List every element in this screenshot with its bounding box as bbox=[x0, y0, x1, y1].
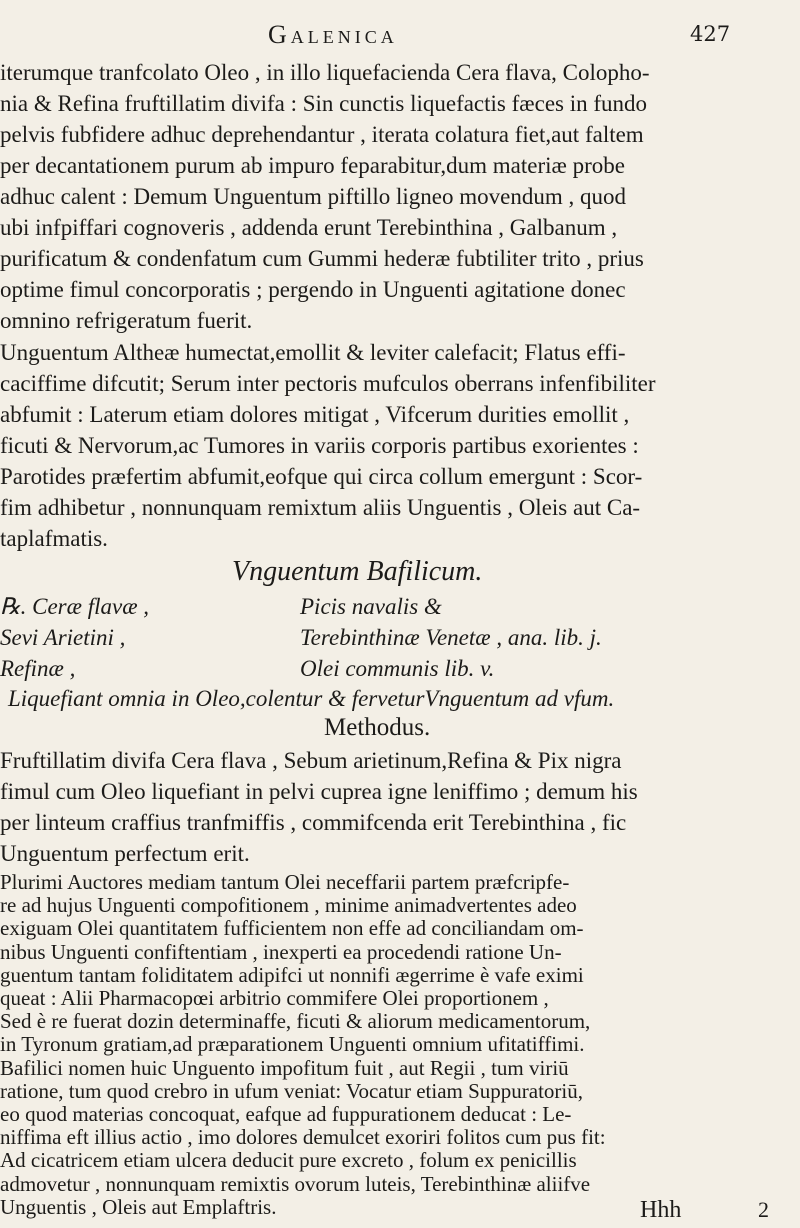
text-line: Unguentum Altheæ humectat,emollit & leviter calefacit; Flatus effi- bbox=[0, 340, 626, 365]
text-line: niffima eft illius actio , imo dolores demulcet exoriri folitos cum pus fit: bbox=[0, 1125, 606, 1150]
text-line: nia & Refina fruftillatim divifa : Sin cunctis liquefactis fæces in fundo bbox=[0, 91, 648, 116]
text-line: per linteum craffius tranfmiffis , commifcenda erit Terebinthina , fic bbox=[0, 810, 627, 835]
text-line: per decantationem purum ab impuro feparabitur,dum materiæ probe bbox=[0, 153, 625, 178]
text-line: taplafmatis. bbox=[0, 526, 108, 551]
text-line: Unguentis , Oleis aut Emplaftris. bbox=[0, 1194, 277, 1219]
running-header bbox=[0, 14, 800, 54]
text-line: Bafilici nomen huic Unguento impofitum fuit , aut Regii , tum viriū bbox=[0, 1055, 569, 1080]
text-line: ratione, tum quod crebro in ufum veniat: Vocatur etiam Suppuratoriū, bbox=[0, 1078, 584, 1103]
text-line: fimul cum Oleo liquefiant in pelvi cuprea igne leniffimo ; demum his bbox=[0, 779, 638, 804]
recipe-ingredient-right: Olei communis lib. v. bbox=[300, 656, 495, 681]
text-line: exiguam Olei quantitatem fufficientem non effe ad conciliandam om- bbox=[0, 916, 584, 941]
text-line: Sed è re fuerat dozin determinaffe, ficuti & aliorum medicamentorum, bbox=[0, 1009, 591, 1034]
signature-mark: Hhh bbox=[640, 1196, 682, 1223]
text-line: eo quod materias concoquat, eafque ad fuppurationem deducat : Le- bbox=[0, 1102, 572, 1126]
text-line: guentum tantam foliditatem adipifci ut nonnifi ægerrime è vafe eximi bbox=[0, 962, 584, 987]
recipe-instruction: Liquefiant omnia in Oleo,colentur & ferveturVnguentum ad vfum. bbox=[8, 686, 615, 711]
text-line: optime fimul concorporatis ; pergendo in Unguenti agitatione donec bbox=[0, 277, 626, 302]
page-number: 427 bbox=[690, 22, 731, 46]
text-line: queat : Alii Pharmacopœi arbitrio commifere Olei proportionem , bbox=[0, 986, 549, 1010]
text-line: nibus Unguenti confiftentiam , inexperti ea procedendi ratione Un- bbox=[0, 939, 562, 964]
text-line: omnino refrigeratum fuerit. bbox=[0, 308, 253, 333]
text-line: re ad hujus Unguenti compofitionem , minime animadvertentes adeo bbox=[0, 893, 577, 918]
text-line: Fruftillatim divifa Cera flava , Sebum arietinum,Refina & Pix nigra bbox=[0, 748, 622, 773]
recipe-ingredient-right: Terebinthinæ Venetæ , ana. lib. j. bbox=[300, 625, 602, 650]
recipe-ingredient-left: Sevi Arietini , bbox=[0, 625, 126, 650]
recipe-ingredient-left: Refinæ , bbox=[0, 656, 76, 681]
text-line: Ad cicatricem etiam ulcera deducit pure excreto , folum ex penicillis bbox=[0, 1148, 577, 1173]
section-heading-methodus: Methodus. bbox=[324, 714, 431, 741]
catchword: 2 bbox=[758, 1196, 769, 1222]
text-line: purificatum & condenfatum cum Gummi hederæ fubtiliter trito , prius bbox=[0, 246, 644, 271]
text-line: ubi infpiffari cognoveris , addenda erunt Terebinthina , Galbanum , bbox=[0, 215, 618, 240]
text-line: caciffime difcutit; Serum inter pectoris mufculos oberrans infenfibiliter bbox=[0, 371, 656, 396]
text-line: Plurimi Auctores mediam tantum Olei neceffarii partem præfcripfe- bbox=[0, 870, 570, 894]
text-line: Parotides præfertim abfumit,eofque qui circa collum emergunt : Scor- bbox=[0, 464, 643, 489]
text-line: admovetur , nonnunquam remixtis ovorum luteis, Terebinthinæ aliifve bbox=[0, 1171, 591, 1196]
text-line: Unguentum perfectum erit. bbox=[0, 841, 250, 866]
text-line: pelvis fubfidere adhuc deprehendantur , iterata colatura fiet,aut faltem bbox=[0, 122, 644, 147]
text-line: abfumit : Laterum etiam dolores mitigat , Vifcerum durities emollit , bbox=[0, 402, 630, 427]
running-title: Galenica bbox=[268, 20, 398, 49]
recipe-ingredient-left: ℞. Ceræ flavæ , bbox=[0, 594, 150, 619]
text-line: in Tyronum gratiam,ad præparationem Unguenti omnium ufitatiffimi. bbox=[0, 1032, 585, 1057]
text-line: iterumque tranfcolato Oleo , in illo liquefacienda Cera flava, Colopho- bbox=[0, 60, 650, 85]
text-line: fim adhibetur , nonnunquam remixtum aliis Unguentis , Oleis aut Ca- bbox=[0, 495, 641, 520]
text-line: ficuti & Nervorum,ac Tumores in variis corporis partibus exorientes : bbox=[0, 433, 639, 458]
recipe-title: Vnguentum Bafilicum. bbox=[232, 556, 483, 587]
text-line: adhuc calent : Demum Unguentum piftillo ligneo movendum , quod bbox=[0, 184, 626, 209]
recipe-ingredient-right: Picis navalis & bbox=[300, 594, 442, 619]
